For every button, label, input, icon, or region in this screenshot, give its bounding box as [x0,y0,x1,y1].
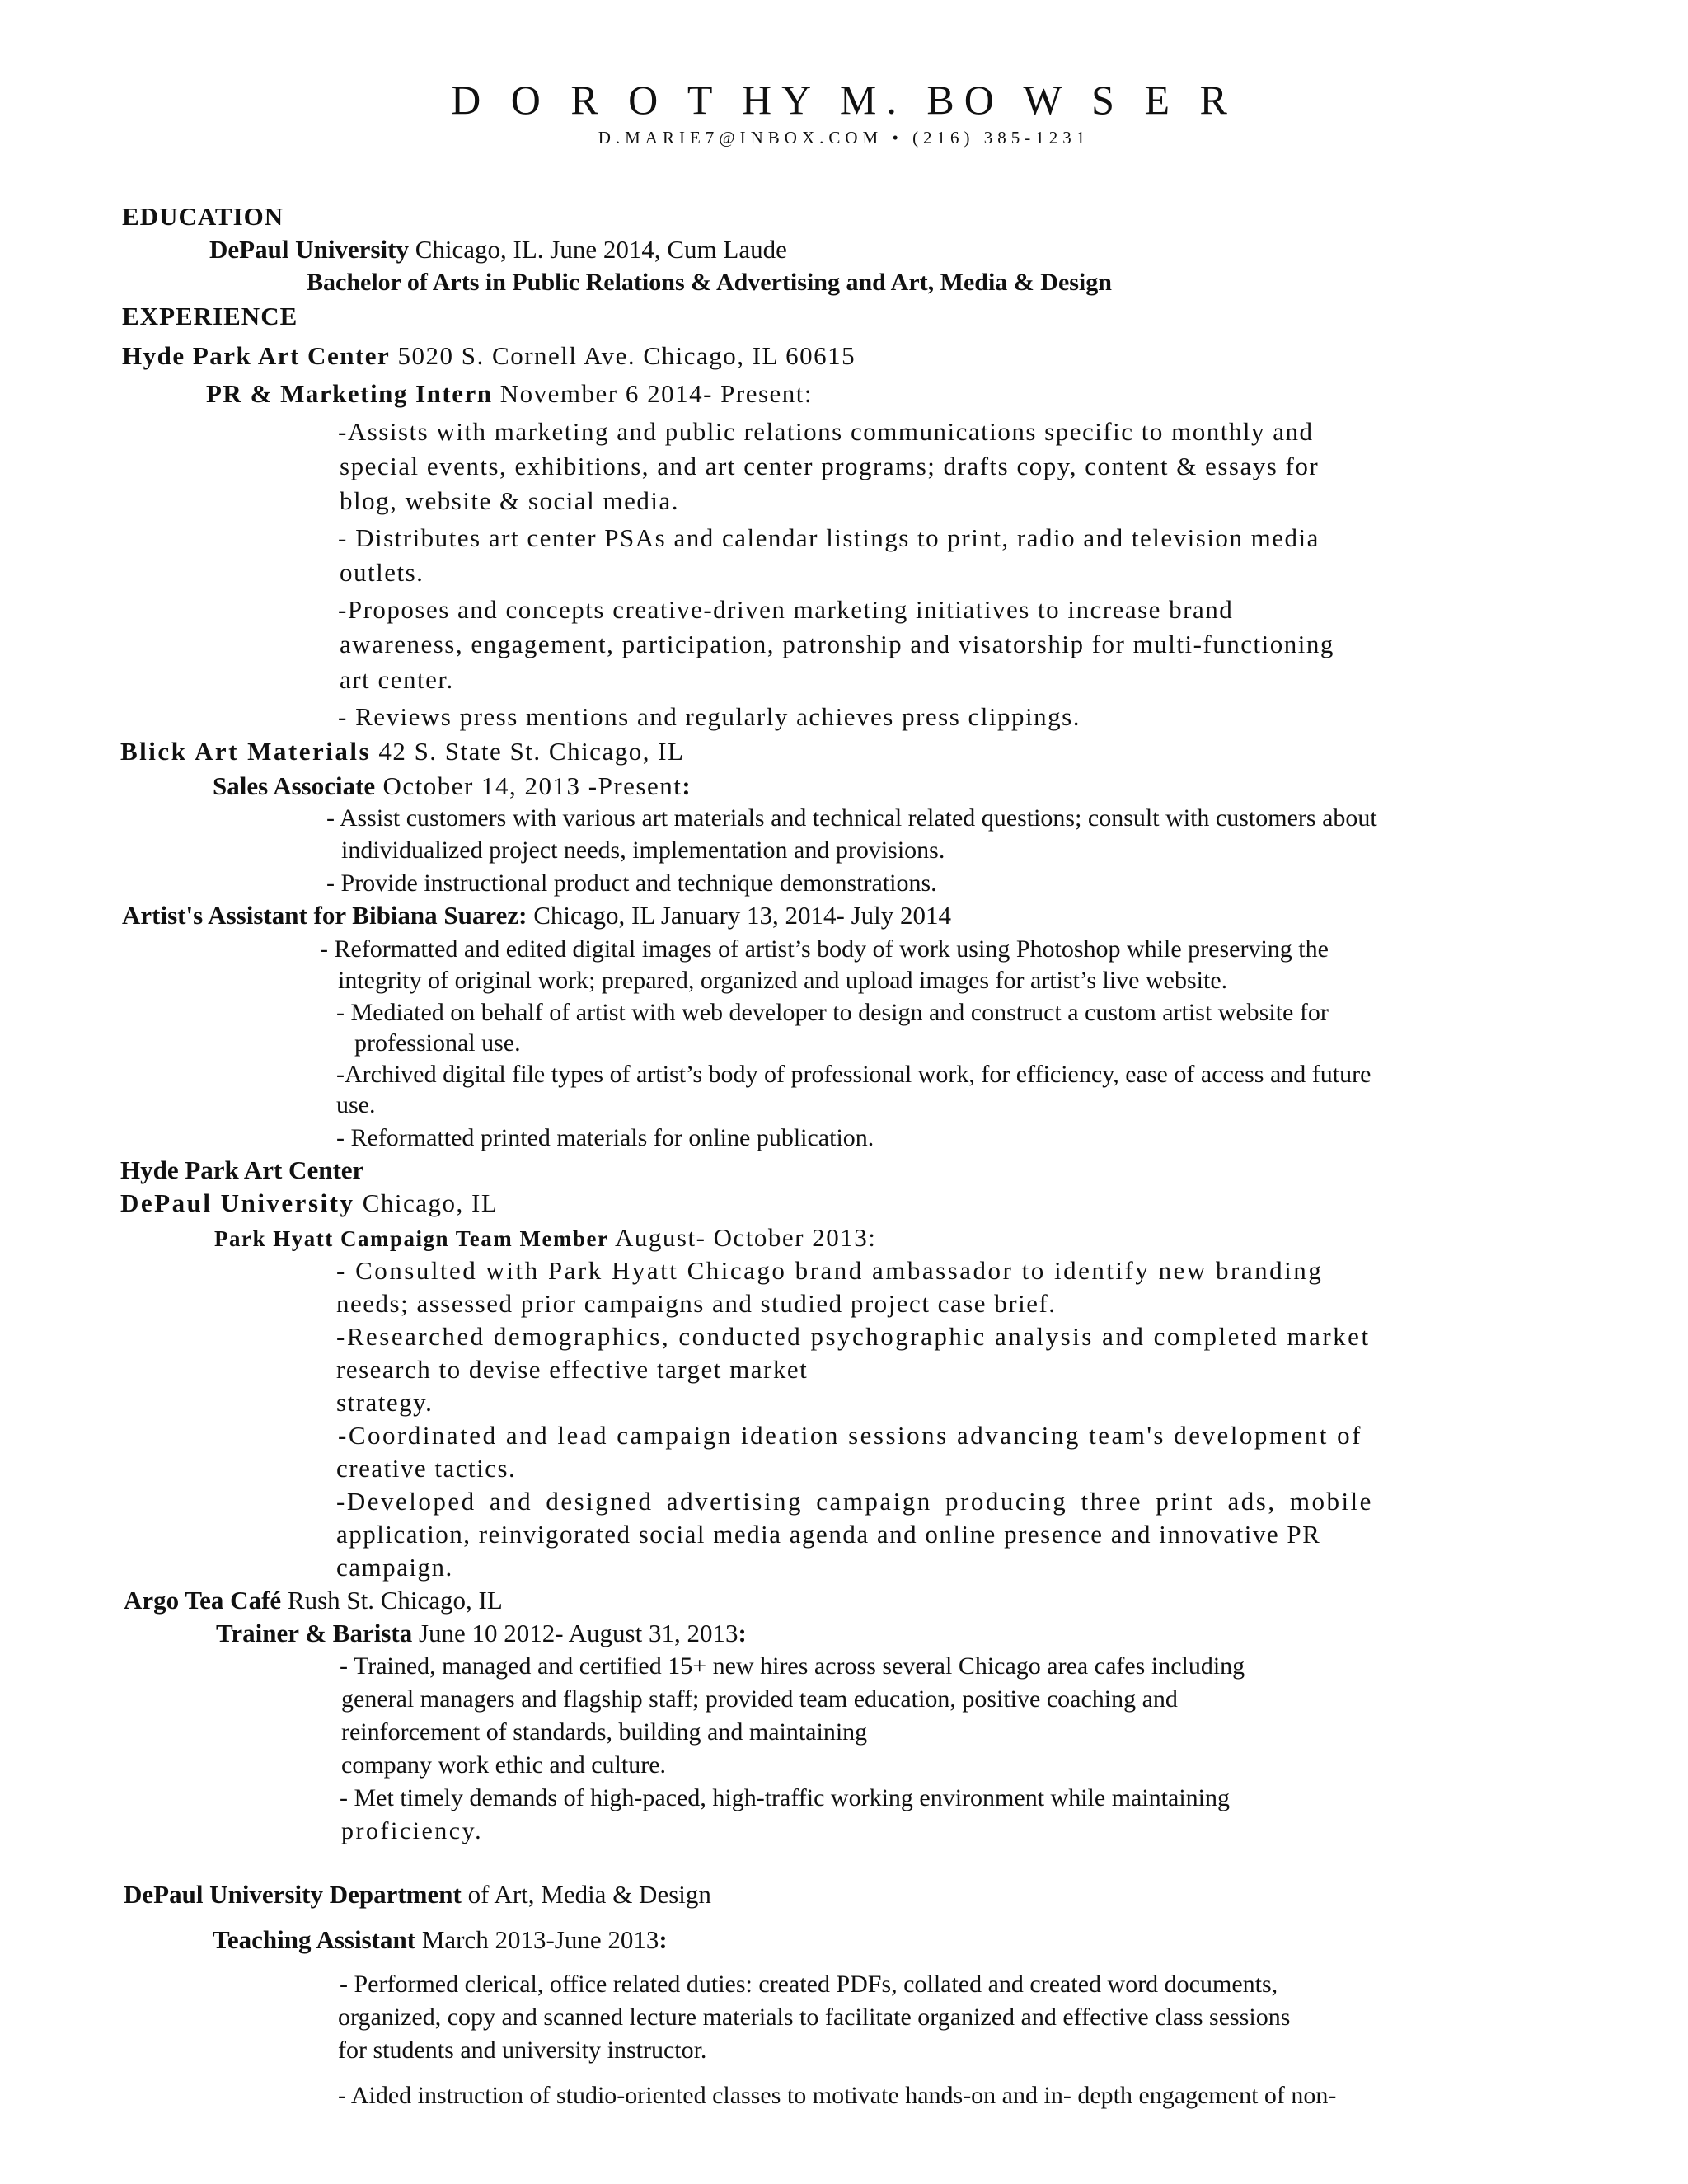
hpac-bullet-line: blog, website & social media. [340,486,679,515]
hpac-role-detail: November 6 2014- Present: [492,379,814,408]
blick-bullet-line: - Assist customers with various art materials and technical related questions; consult with customers about [326,804,1377,832]
depaul-dept-org-line [124,1879,711,1910]
hpac-role-line [206,378,813,410]
argo-bullet-line: proficiency. [341,1817,484,1844]
argo-bullet-line: reinforcement of standards, building and maintaining [341,1718,868,1746]
hpac-org-detail: 5020 S. Cornell Ave. Chicago, IL 60615 [390,341,856,370]
depaul-dept-role-detail: March 2013-June 2013 [415,1925,659,1954]
artist-role-detail: Chicago, IL January 13, 2014- July 2014 [527,901,952,930]
depaul-bullet-line: needs; assessed prior campaigns and studied project case brief. [336,1289,1057,1318]
hpac-bullet-line: art center. [340,665,454,694]
depaul-dept-bullet-line: - Aided instruction of studio-oriented classes to motivate hands-on and in- depth engagement of non- [338,2082,1337,2109]
depaul-org-line [120,1188,498,1219]
argo-bullet-line: - Trained, managed and certified 15+ new hires across several Chicago area cafes including [340,1652,1245,1680]
depaul-dept-bullet-line: for students and university instructor. [338,2036,707,2064]
argo-role-line [216,1618,747,1649]
blick-role-colon: : [682,771,691,800]
blick-bullet-line: - Provide instructional product and technique demonstrations. [326,869,937,897]
hpac-role: PR & Marketing Intern [206,379,493,408]
blick-bullet-line: individualized project needs, implementation and provisions. [341,837,945,864]
hpac-bullet-line: -Proposes and concepts creative-driven marketing initiatives to increase brand [338,595,1234,624]
candidate-name: D O R O T HY M. BO W S E R [451,77,1237,123]
depaul-dept-role: Teaching Assistant [213,1925,416,1954]
education-school-line [209,234,787,265]
blick-org: Blick Art Materials [120,737,372,766]
argo-org: Argo Tea Café [124,1586,282,1615]
artist-bullet-line: professional use. [354,1029,521,1057]
depaul-org-detail: Chicago, IL [354,1188,499,1217]
artist-bullet-line: - Reformatted printed materials for online publication. [336,1124,874,1151]
artist-bullet-line: integrity of original work; prepared, organized and upload images for artist’s live website. [338,967,1228,994]
argo-org-line [124,1585,503,1616]
depaul-bullet-line: campaign. [336,1553,453,1582]
artist-bullet-line: - Reformatted and edited digital images of artist’s body of work using Photoshop while preserving the [320,935,1329,963]
depaul-bullet-line: - Consulted with Park Hyatt Chicago brand ambassador to identify new branding [336,1256,1324,1285]
depaul-dept-org-detail: of Art, Media & Design [461,1880,711,1909]
hpac-bullet-line: special events, exhibitions, and art center programs; drafts copy, content & essays for [340,452,1320,480]
depaul-dept-bullet-line: organized, copy and scanned lecture materials to facilitate organized and effective class sessions [338,2004,1291,2031]
argo-bullet-line: general managers and flagship staff; provided team education, positive coaching and [341,1685,1178,1713]
education-heading: EDUCATION [122,202,284,231]
blick-org-line [120,736,684,767]
depaul-bullet-line: -Coordinated and lead campaign ideation sessions advancing team's development of [338,1421,1362,1450]
blick-role-detail: October 14, 2013 -Present [375,771,682,800]
artist-role: Artist's Assistant for Bibiana Suarez: [122,901,528,930]
depaul-dept-bullet-line: - Performed clerical, office related duties: created PDFs, collated and created word documents, [340,1971,1278,1998]
depaul-bullet-line: -Researched demographics, conducted psychographic analysis and completed market [336,1322,1371,1351]
hpac-bullet-line: -Assists with marketing and public relations communications specific to monthly and [338,417,1314,446]
experience-heading: EXPERIENCE [122,302,298,330]
argo-role-detail: June 10 2012- August 31, 2013 [412,1619,738,1647]
education-degree: Bachelor of Arts in Public Relations & Advertising and Art, Media & Design [307,269,1112,296]
depaul-role: Park Hyatt Campaign Team Member [214,1226,609,1251]
depaul-dept-role-colon: : [659,1925,668,1954]
contact-line: D.MARIE7@INBOX.COM • (216) 385-1231 [598,128,1090,148]
depaul-dept-org: DePaul University Department [124,1880,462,1909]
hpac-org-line [122,340,856,372]
blick-role-line [213,771,691,802]
depaul-bullet-line: application, reinvigorated social media agenda and online presence and innovative PR [336,1520,1321,1549]
hpac-bullet-line: - Reviews press mentions and regularly achieves press clippings. [338,702,1081,731]
depaul-bullet-line: research to devise effective target market [336,1355,809,1384]
depaul-role-detail: August- October 2013: [608,1223,877,1252]
education-school: DePaul University [209,235,409,264]
hpac-bullet-line: awareness, engagement, participation, patronship and visatorship for multi-functioning [340,630,1334,658]
depaul-role-line [214,1222,876,1254]
education-school-detail: Chicago, IL. June 2014, Cum Laude [408,235,787,264]
argo-role-colon: : [738,1619,747,1647]
depaul-dept-role-line [213,1924,668,1956]
blick-role: Sales Associate [213,771,376,800]
depaul-bullet-line: -Developed and designed advertising campaign producing three print ads, mobile [336,1487,1373,1516]
hpac2-org: Hyde Park Art Center [120,1155,364,1184]
hpac-bullet-line: outlets. [340,558,424,587]
artist-bullet-line: -Archived digital file types of artist’s body of professional work, for efficiency, ease of access and future [336,1061,1372,1088]
argo-role: Trainer & Barista [216,1619,413,1647]
depaul-bullet-line: creative tactics. [336,1454,517,1483]
depaul-bullet-line: strategy. [336,1388,434,1417]
argo-bullet-line: company work ethic and culture. [341,1751,667,1779]
hpac-bullet-line: - Distributes art center PSAs and calendar listings to print, radio and television media [338,523,1320,552]
artist-bullet-line: use. [336,1091,376,1118]
blick-org-detail: 42 S. State St. Chicago, IL [371,737,685,766]
artist-role-line [122,900,951,931]
hpac-org: Hyde Park Art Center [122,341,391,370]
depaul-org: DePaul University [120,1188,355,1217]
artist-bullet-line: - Mediated on behalf of artist with web developer to design and construct a custom artist website for [336,999,1329,1026]
argo-org-detail: Rush St. Chicago, IL [281,1586,503,1615]
argo-bullet-line: - Met timely demands of high-paced, high-traffic working environment while maintaining [340,1784,1230,1811]
